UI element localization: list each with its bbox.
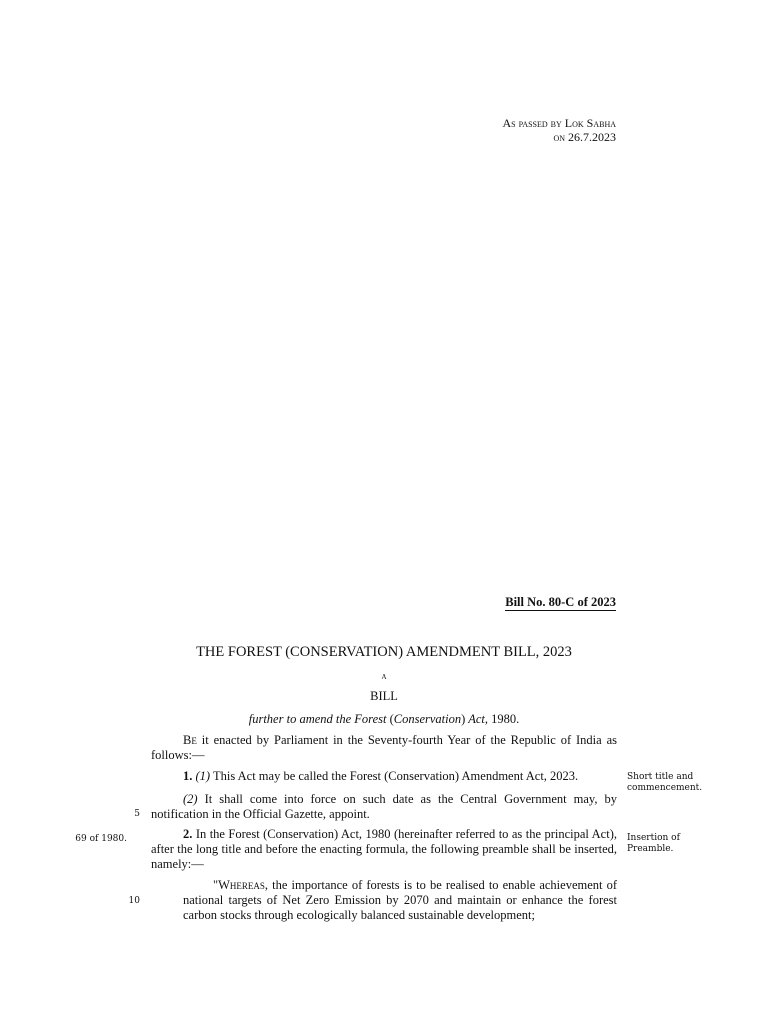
long-title-suffix: Act, (465, 712, 488, 726)
section-1-sub1-text: This Act may be called the Forest (Conservation) Amendment Act, 2023. (210, 769, 579, 783)
line-number-10: 10 (128, 896, 140, 906)
preamble-text: , the importance of forests is to be realised to enable achievement of national targets of Net Zero Emission by 2070 and maintain or enhance the forest carbon stocks through ecologically balanced sustainable development; (183, 878, 617, 922)
article-a: a (381, 671, 387, 682)
section-2 (151, 827, 617, 872)
bill-label: BILL (370, 689, 398, 703)
section-1-sub2-text: It shall come into force on such date as the Central Government may, by notification in the Official Gazette, appoint. (151, 792, 617, 821)
passed-by-lok-sabha: As passed by Lok Sabha (502, 116, 616, 130)
margin-note-short-title: Short title and commencement. (627, 772, 703, 793)
section-1-number: 1. (183, 769, 193, 783)
preamble-first-word: Whereas (218, 878, 265, 892)
long-title-prefix: further to amend the Forest (248, 712, 390, 726)
inserted-preamble (183, 878, 617, 923)
passed-date: on 26.7.2023 (553, 130, 616, 144)
long-title (152, 711, 616, 727)
enacting-rest: it enacted by Parliament in the Seventy-fourth Year of the Republic of India as follows:— (151, 733, 617, 762)
bill-number: Bill No. 80-C of 2023 (505, 595, 616, 609)
preamble-open-quote: " (213, 878, 219, 892)
margin-note-insertion: Insertion of Preamble. (627, 833, 680, 854)
long-title-paren-open: ( (389, 712, 394, 726)
section-1-sub1-label: (1) (195, 769, 211, 783)
long-title-paren-close: ) (461, 712, 466, 726)
enacting-clause (151, 733, 617, 763)
enacting-first-word: Be (183, 733, 197, 747)
section-1-sub2-label: (2) (183, 792, 198, 806)
section-1-subsection-1 (151, 769, 617, 784)
section-2-number: 2. (183, 827, 193, 841)
long-title-mid: Conservation (393, 712, 462, 726)
margin-note-act-reference: 69 of 1980. (75, 834, 127, 844)
line-number-5: 5 (134, 809, 140, 819)
section-2-text: In the Forest (Conservation) Act, 1980 (hereinafter referred to as the principal Act), after the long title and before the enacting formula, the following preamble shall be inserted, namely:— (151, 827, 617, 871)
long-title-year: 1980. (487, 712, 520, 726)
section-1-subsection-2 (151, 792, 617, 822)
bill-title: THE FOREST (CONSERVATION) AMENDMENT BILL, 2023 (196, 644, 572, 660)
